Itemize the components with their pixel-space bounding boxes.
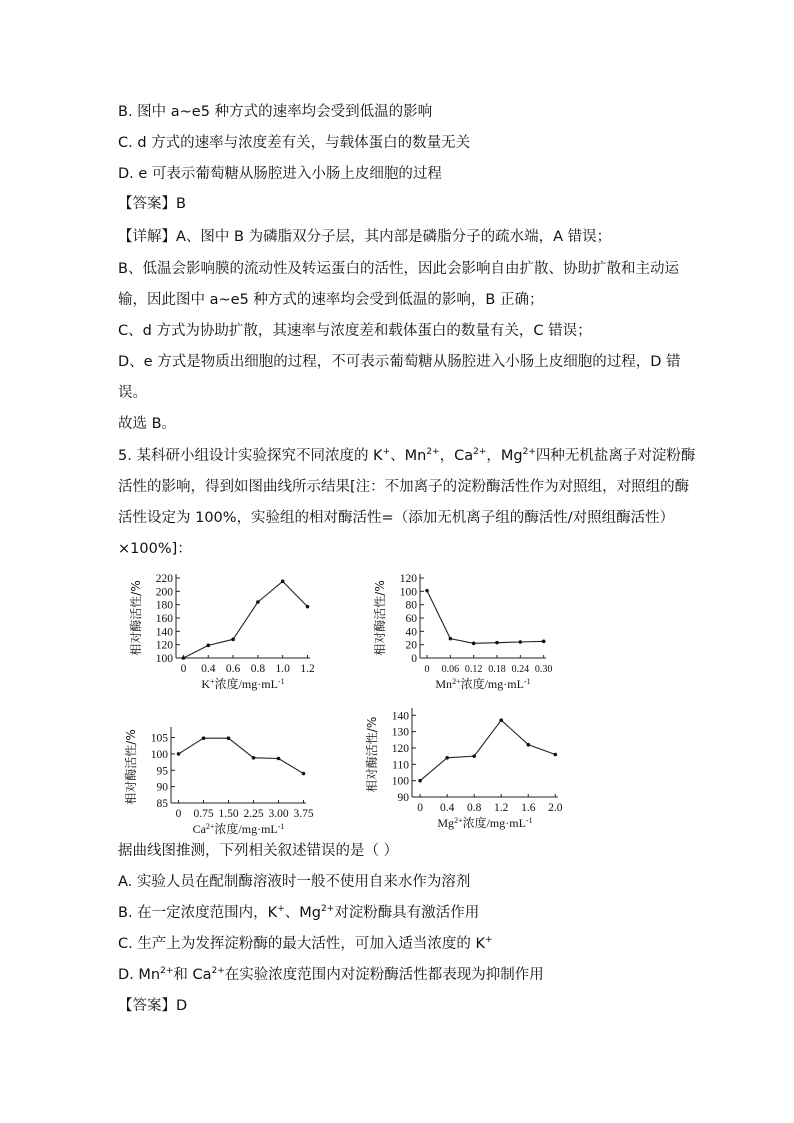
explanation-line: 输，因此图中 a~e5 种方式的速率均会受到低温的影响，B 正确； [118, 292, 544, 308]
superscript: + [277, 904, 285, 915]
superscript: 2+ [160, 966, 174, 977]
y-tick-label: 20 [405, 639, 417, 652]
x-label-superscript: -1 [277, 676, 285, 686]
option-text: 在实验浓度范围内对淀粉酶活性都表现为抑制作用 [224, 967, 544, 983]
y-tick-label: 160 [155, 613, 173, 625]
x-label-text: Mg [437, 816, 455, 830]
data-point [449, 637, 453, 641]
data-line [183, 581, 307, 658]
x-tick-label: 0 [180, 663, 187, 675]
x-label-text: 浓度/mg·mL [214, 677, 278, 691]
data-point [277, 757, 281, 761]
x-tick-label: 1.0 [275, 663, 290, 675]
x-label-superscript: 2+ [454, 815, 463, 825]
x-tick-label: 0.4 [201, 663, 216, 675]
data-point [553, 753, 557, 757]
option-d [118, 965, 544, 985]
x-tick-label: 0.30 [534, 664, 553, 675]
data-point [302, 772, 306, 776]
y-tick-label: 100 [155, 653, 173, 665]
y-tick-label: 120 [399, 573, 417, 585]
data-line [420, 720, 555, 780]
option-text: 和 Ca [173, 967, 212, 983]
y-tick-label: 120 [155, 639, 173, 652]
answer-label: 【答案】B [118, 196, 186, 212]
x-tick-label: 0.4 [439, 802, 455, 814]
stem-text: 、Mn [390, 448, 427, 464]
superscript: + [382, 447, 391, 458]
x-tick-label: 2.25 [243, 808, 264, 820]
x-label-text: 浓度/mg·mL [462, 816, 526, 830]
x-axis-label [193, 821, 285, 836]
y-tick-label: 120 [391, 742, 409, 755]
y-tick-label: 90 [156, 781, 168, 794]
data-point [542, 640, 546, 644]
y-tick-label: 60 [405, 613, 417, 625]
stem-text: 5. 某科研小组设计实验探究不同浓度的 K [118, 448, 383, 464]
option-text: 对淀粉酶具有激活作用 [334, 905, 480, 921]
x-tick-label: 0.75 [193, 808, 214, 820]
y-tick-label: 80 [405, 599, 417, 612]
data-point [281, 580, 285, 584]
y-tick-label: 200 [155, 586, 173, 599]
y-tick-label: 130 [391, 726, 409, 739]
option-a: A. 实验人员在配制酶溶液时一般不使用自来水作为溶剂 [118, 874, 471, 890]
x-tick-label: 3.75 [293, 808, 314, 820]
y-tick-label: 140 [391, 710, 409, 723]
option-text: C. 生产上为发挥淀粉酶的最大活性，可加入适当浓度的 K [118, 936, 485, 952]
x-axis-label [201, 676, 284, 691]
x-label-superscript: + [210, 676, 215, 686]
stem-text: 四种无机盐离子对淀粉酶 [535, 448, 696, 464]
explanation-line: 故选 B。 [118, 416, 177, 432]
data-point [256, 600, 260, 604]
explanation-line: 【详解】A、图中 B 为磷脂双分子层，其内部是磷脂分子的疏水端，A 错误； [118, 229, 612, 245]
data-point [182, 656, 186, 660]
stem-text: ，Ca [439, 448, 474, 464]
data-point [227, 736, 231, 740]
x-tick-label: 0 [417, 802, 423, 814]
x-tick-label: 0.6 [225, 663, 241, 675]
x-tick-label: 1.2 [494, 802, 509, 814]
x-label-superscript: -1 [523, 676, 531, 686]
data-point [306, 605, 310, 609]
y-axis-label: 相对酶活性/% [365, 716, 379, 793]
data-point [519, 640, 523, 644]
y-tick-label: 95 [156, 765, 168, 778]
question-5-stem: 活性设定为 100%，实验组的相对酶活性=（添加无机离子组的酶活性/对照组酶活性） [118, 510, 675, 526]
data-line [427, 591, 544, 644]
data-point [418, 779, 422, 783]
data-point [472, 642, 476, 646]
superscript: 2+ [211, 966, 225, 977]
y-tick-label: 140 [155, 626, 173, 639]
y-axis-label: 相对酶活性/% [124, 729, 138, 805]
question-5-stem [118, 446, 695, 466]
y-tick-label: 100 [150, 748, 168, 761]
data-point [499, 718, 503, 722]
option-c [118, 934, 493, 954]
option-text: B. 在一定浓度范围内，K [118, 905, 278, 921]
x-tick-label: 1.2 [300, 663, 315, 675]
option-d: D. e 可表示葡萄糖从肠腔进入小肠上皮细胞的过程 [118, 166, 442, 182]
superscript: 2+ [320, 904, 335, 915]
x-tick-label: 0.18 [488, 664, 506, 675]
option-b [118, 903, 479, 923]
y-axis-label: 相对酶活性/% [373, 580, 387, 656]
data-point [177, 752, 181, 756]
question-5-stem: ×100%]： [118, 541, 192, 557]
mg-chart [360, 704, 580, 834]
data-point [445, 756, 449, 760]
superscript: 2+ [473, 447, 487, 458]
x-label-superscript: -1 [525, 815, 533, 825]
x-tick-label: 0 [175, 808, 182, 820]
data-point [526, 743, 530, 747]
x-tick-label: 2.0 [548, 802, 563, 814]
x-axis-label [437, 815, 532, 830]
question-5-stem: 活性的影响，得到如图曲线所示结果[注：不加离子的淀粉酶活性作为对照组，对照组的酶 [118, 479, 690, 495]
stem-text: ，Mg [486, 448, 523, 464]
y-tick-label: 90 [397, 792, 409, 804]
y-tick-label: 110 [392, 759, 409, 772]
y-tick-label: 105 [150, 732, 168, 745]
k-chart [120, 566, 340, 696]
data-point [425, 589, 429, 593]
data-point [206, 644, 210, 648]
option-text: 、Mg [284, 905, 321, 921]
x-label-text: K [201, 677, 211, 691]
y-tick-label: 100 [391, 775, 409, 788]
x-label-superscript: -1 [277, 821, 285, 831]
explanation-line: C、d 方式为协助扩散，其速率与浓度差和载体蛋白的数量有关，C 错误； [118, 323, 592, 339]
y-tick-label: 85 [156, 798, 168, 810]
x-label-text: 浓度/mg·mL [214, 822, 278, 836]
data-point [495, 641, 499, 645]
data-point [252, 756, 256, 760]
mn-chart [365, 566, 585, 696]
x-tick-label: 0 [424, 664, 430, 675]
x-label-superscript: 2+ [452, 676, 461, 686]
data-point [202, 736, 206, 740]
x-tick-label: 0.8 [466, 802, 482, 814]
x-label-text: Ca [192, 822, 206, 836]
ca-chart [120, 711, 340, 841]
x-tick-label: 1.6 [521, 802, 536, 814]
data-point [472, 754, 476, 758]
y-tick-label: 0 [411, 653, 417, 665]
question-5-ask: 据曲线图推测，下列相关叙述错误的是（ ） [118, 843, 399, 859]
explanation-line: 误。 [118, 385, 147, 401]
y-axis-label: 相对酶活性/% [129, 580, 143, 656]
explanation-line: D、e 方式是物质出细胞的过程，不可表示葡萄糖从肠腔进入小肠上皮细胞的过程，D 错 [118, 354, 681, 370]
x-tick-label: 1.50 [218, 808, 239, 820]
x-tick-label: 0.12 [464, 664, 483, 675]
y-tick-label: 220 [155, 573, 173, 585]
x-axis-label [435, 676, 530, 691]
x-tick-label: 3.00 [268, 808, 289, 820]
y-tick-label: 180 [155, 599, 173, 612]
y-tick-label: 40 [405, 626, 417, 639]
superscript: + [484, 935, 493, 946]
x-tick-label: 0.8 [250, 663, 266, 675]
option-b: B. 图中 a~e5 种方式的速率均会受到低温的影响 [118, 104, 433, 120]
option-c: C. d 方式的速率与浓度差有关，与载体蛋白的数量无关 [118, 135, 471, 151]
option-text: D. Mn [118, 967, 161, 983]
x-label-text: 浓度/mg·mL [460, 677, 524, 691]
x-label-text: Mn [435, 677, 453, 691]
x-tick-label: 0.24 [511, 664, 530, 675]
data-point [231, 638, 235, 642]
x-tick-label: 0.06 [441, 664, 460, 675]
y-tick-label: 100 [399, 586, 417, 599]
answer-label: 【答案】D [118, 998, 188, 1014]
x-label-superscript: 2+ [205, 821, 215, 831]
superscript: 2+ [522, 447, 536, 458]
explanation-line: B、低温会影响膜的流动性及转运蛋白的活性，因此会影响自由扩散、协助扩散和主动运 [118, 261, 679, 277]
data-line [179, 738, 304, 773]
superscript: 2+ [426, 447, 440, 458]
